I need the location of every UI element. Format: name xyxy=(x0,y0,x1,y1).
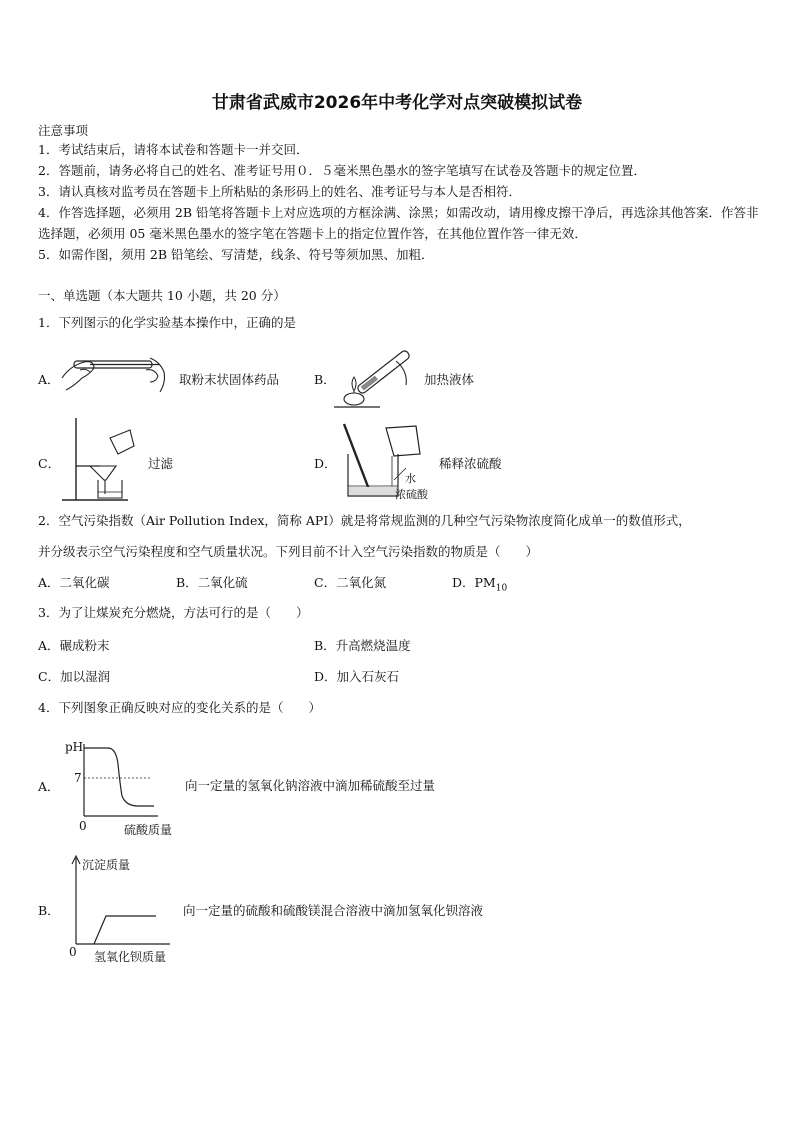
note-item: 3．请认真核对监考员在答题卡上所粘贴的条形码上的姓名、准考证号与本人是否相符． xyxy=(38,184,521,199)
q1-option-b-text: 加热液体 xyxy=(424,372,475,387)
q2-stem-line1: 2．空气污染指数（Air Pollution Index，简称 API）就是将常规监测的几种空气污染物浓度简化成单一的数值形式， xyxy=(38,513,691,528)
q2-stem-line2: 并分级表示空气污染程度和空气质量状况。下列目前不计入空气污染指数的物质是（ ） xyxy=(38,544,539,559)
q4-option-b-letter[interactable]: B． xyxy=(38,903,60,918)
page-title: 甘肃省武威市2026年中考化学对点突破模拟试卷 xyxy=(211,93,583,113)
q4-b-origin: 0 xyxy=(69,945,77,959)
q3-option-a[interactable]: A．碾成粉末 xyxy=(38,638,110,653)
q1-option-d-label-water: 水 xyxy=(405,472,416,485)
q4-a-origin: 0 xyxy=(79,819,87,833)
note-item: 5．如需作图，须用 2B 铅笔绘、写清楚，线条、符号等须加黑、加粗． xyxy=(38,247,434,262)
section-heading: 一、单选题（本大题共 10 小题，共 20 分） xyxy=(38,288,286,303)
q1-option-d-text: 稀释浓硫酸 xyxy=(439,456,502,471)
q2-option-b[interactable]: B．二氧化硫 xyxy=(176,575,248,590)
q1-option-d-letter[interactable]: D． xyxy=(314,456,337,471)
q3-option-c[interactable]: C．加以湿润 xyxy=(38,669,111,684)
q1-stem: 1．下列图示的化学实验基本操作中，正确的是 xyxy=(38,315,296,330)
q1-option-b-figure xyxy=(334,341,420,409)
q4-option-b-text: 向一定量的硫酸和硫酸镁混合溶液中滴加氢氧化钡溶液 xyxy=(183,903,484,918)
note-item: 4．作答选择题，必须用 2B 铅笔将答题卡上对应选项的方框涂满、涂黑；如需改动，请用橡皮擦干净后，再选涂其他答案．作答非选择题，必须用 05 毫米黑色墨水的签字笔在答题卡上的指定位置作答，在其他位置作答一律无效． xyxy=(38,205,759,241)
q1-option-a-letter[interactable]: A． xyxy=(38,372,60,387)
q4-a-y-tick: 7 xyxy=(74,771,82,785)
note-item: 1．考试结束后，请将本试卷和答题卡一并交回． xyxy=(38,142,309,157)
note-item: 2．答题前，请务必将自己的姓名、准考证号用０．５毫米黑色墨水的签字笔填写在试卷及答题卡的规定位置． xyxy=(38,163,646,178)
q1-option-b-letter[interactable]: B． xyxy=(314,372,336,387)
q1-option-a-text: 取粉末状固体药品 xyxy=(179,372,280,387)
q3-stem: 3．为了让煤炭充分燃烧，方法可行的是（ ） xyxy=(38,605,309,620)
q1-option-d-label-acid: 浓硫酸 xyxy=(395,488,428,501)
q1-option-c-text: 过滤 xyxy=(148,456,174,471)
notes-list xyxy=(38,139,760,265)
q2-option-a[interactable]: A．二氧化碳 xyxy=(38,575,110,590)
q2-option-d-text: D．PM xyxy=(452,575,496,590)
q1-option-a-figure xyxy=(60,348,172,396)
q4-option-a-letter[interactable]: A． xyxy=(38,779,60,794)
q1-option-c-figure xyxy=(58,416,138,504)
q4-b-y-label: 沉淀质量 xyxy=(82,858,131,872)
q3-option-b[interactable]: B．升高燃烧温度 xyxy=(314,638,411,653)
q2-option-d-subscript: 10 xyxy=(495,583,508,594)
q4-a-x-label: 硫酸质量 xyxy=(124,823,173,837)
q2-option-d[interactable] xyxy=(452,573,507,594)
q4-a-y-label: pH xyxy=(65,740,84,754)
q4-b-x-label: 氢氧化钡质量 xyxy=(94,950,167,964)
q4-stem: 4．下列图象正确反映对应的变化关系的是（ ） xyxy=(38,700,321,715)
q3-option-d[interactable]: D．加入石灰石 xyxy=(314,669,400,684)
q1-option-c-letter[interactable]: C． xyxy=(38,456,61,471)
q4-option-a-text: 向一定量的氢氧化钠溶液中滴加稀硫酸至过量 xyxy=(185,778,436,793)
q2-option-c[interactable]: C．二氧化氮 xyxy=(314,575,387,590)
notes-heading: 注意事项 xyxy=(38,123,89,138)
